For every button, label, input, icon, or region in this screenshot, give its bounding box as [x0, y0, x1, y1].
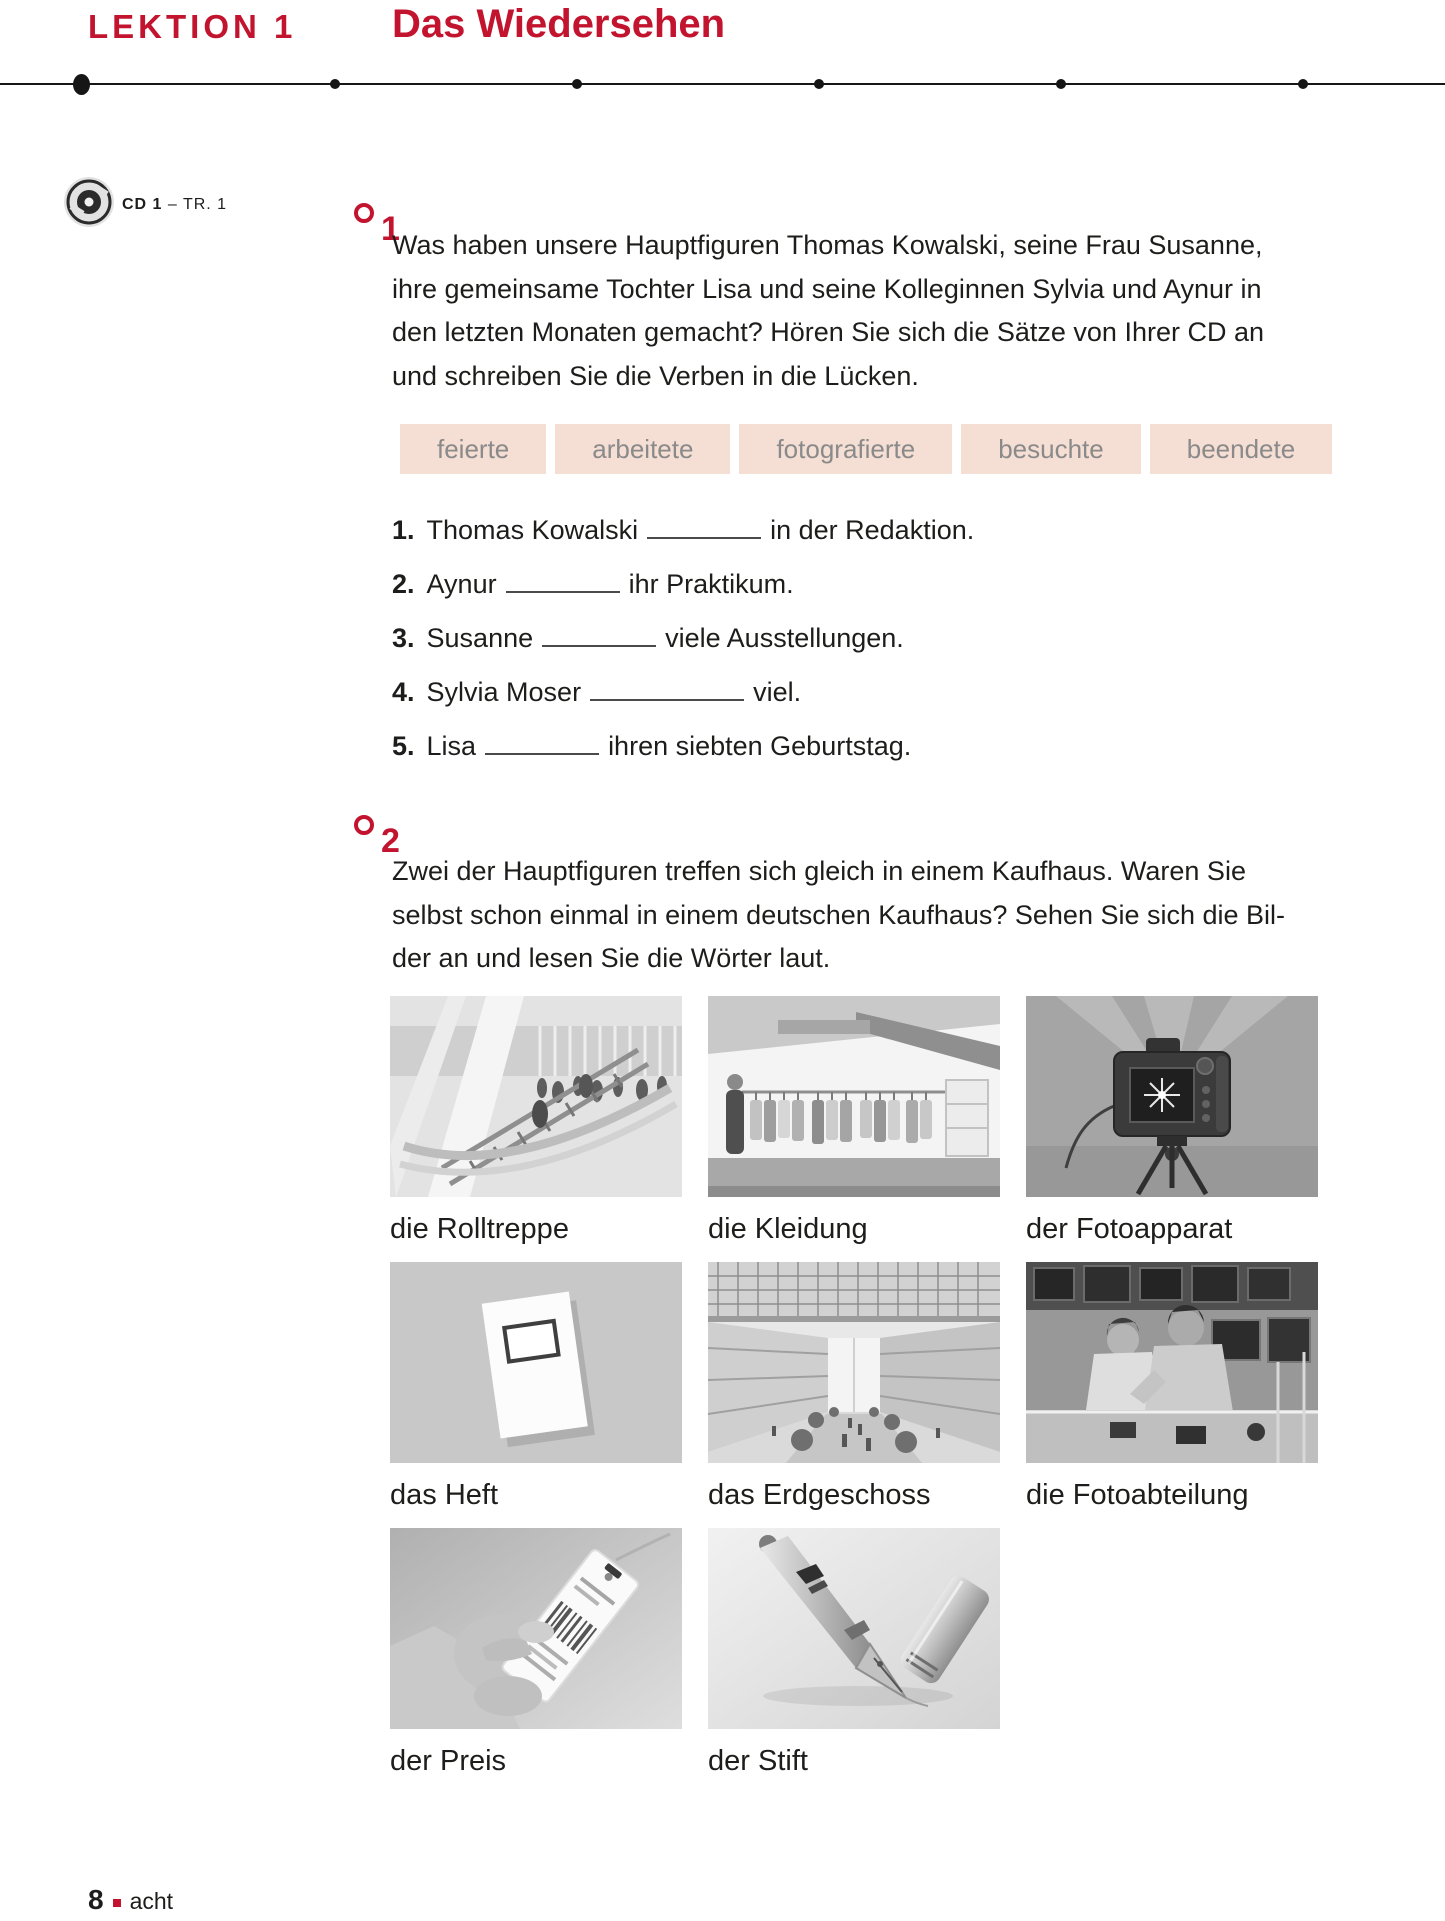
vocab-caption: das Heft: [390, 1479, 498, 1511]
rule-dot-large: [73, 74, 90, 95]
rule-dot: [330, 79, 340, 89]
vocab-card-erdgeschoss: [708, 1262, 1000, 1512]
photo-row-1: [390, 996, 1318, 1246]
rule-dot: [1298, 79, 1308, 89]
vocab-caption: der Stift: [708, 1745, 808, 1777]
notebook-photo: [390, 1262, 682, 1463]
fill-in-sentence: [392, 719, 974, 773]
answer-blank: [506, 591, 620, 593]
exercise2-instructions: [392, 850, 1372, 981]
instruction-line: Zwei der Hauptfiguren treffen sich gleich in einem Kaufhaus. Waren Sie: [392, 856, 1246, 886]
fill-in-sentence: [392, 611, 974, 665]
answer-blank: [542, 645, 656, 647]
vocab-caption: die Rolltreppe: [390, 1213, 569, 1245]
sentence-start: Lisa: [426, 731, 477, 761]
page-number-word: acht: [129, 1888, 174, 1914]
rule-dot: [1056, 79, 1066, 89]
word-bank-item: beendete: [1150, 424, 1332, 474]
vocab-card-stift: [708, 1528, 1000, 1778]
rule-dot: [572, 79, 582, 89]
cd-track-label: [122, 196, 227, 214]
item-number: 4.: [392, 677, 415, 707]
photo-row-3: [390, 1528, 1000, 1778]
camera-photo: [1026, 996, 1318, 1197]
sentence-end: ihren siebten Geburtstag.: [608, 731, 912, 761]
vocab-card-preis: [390, 1528, 682, 1778]
mall-atrium-photo: [708, 1262, 1000, 1463]
word-bank-item: besuchte: [961, 424, 1141, 474]
answer-blank: [647, 537, 761, 539]
price-tag-photo: [390, 1528, 682, 1729]
exercise2-number: 2: [381, 822, 400, 860]
page-footer: [88, 1884, 173, 1916]
item-number: 5.: [392, 731, 415, 761]
item-number: 3.: [392, 623, 415, 653]
answer-blank: [590, 699, 744, 701]
vocab-caption: der Fotoapparat: [1026, 1213, 1233, 1245]
sentence-start: Sylvia Moser: [426, 677, 582, 707]
rule-dot: [814, 79, 824, 89]
cd-number: CD 1: [122, 196, 163, 213]
instruction-line: selbst schon einmal in einem deutschen Kaufhaus? Sehen Sie sich die Bil-: [392, 899, 1286, 930]
sentence-end: viele Ausstellungen.: [665, 623, 904, 653]
vocab-card-fotoabteilung: [1026, 1262, 1318, 1512]
fountain-pen-photo: [708, 1528, 1000, 1729]
sentence-start: Thomas Kowalski: [426, 515, 639, 545]
header-rule: [0, 83, 1445, 85]
sentence-start: Aynur: [426, 569, 497, 599]
cd-icon: [63, 176, 115, 228]
exercise-ring-icon: [354, 815, 374, 835]
word-bank-item: fotografierte: [739, 424, 952, 474]
instruction-line: und schreiben Sie die Verben in die Lücken.: [392, 360, 919, 391]
answer-blank: [485, 753, 599, 755]
item-number: 1.: [392, 515, 415, 545]
vocab-caption: der Preis: [390, 1745, 507, 1777]
sentence-end: in der Redaktion.: [770, 515, 975, 545]
fill-in-sentence: [392, 665, 974, 719]
exercise1-instructions: [392, 224, 1372, 398]
fill-in-list: [392, 503, 974, 773]
fill-in-sentence: [392, 503, 974, 557]
sentence-start: Susanne: [426, 623, 534, 653]
sentence-end: viel.: [753, 677, 802, 707]
instruction-line: den letzten Monaten gemacht? Hören Sie sich die Sätze von Ihrer CD an: [392, 317, 1264, 347]
instruction-line: Was haben unsere Hauptfiguren Thomas Kowalski, seine Frau Susanne,: [392, 230, 1263, 260]
photo-department-photo: [1026, 1262, 1318, 1463]
lesson-label: LEKTION 1: [88, 8, 297, 45]
page-number: 8: [88, 1884, 104, 1915]
vocab-caption: die Fotoabteilung: [1026, 1479, 1249, 1511]
fill-in-sentence: [392, 557, 974, 611]
clothing-store-photo: [708, 996, 1000, 1197]
instruction-line: ihre gemeinsame Tochter Lisa und seine Kolleginnen Sylvia und Aynur in: [392, 273, 1262, 304]
cd-track: – TR. 1: [162, 196, 228, 213]
photo-row-2: [390, 1262, 1318, 1512]
vocab-card-rolltreppe: [390, 996, 682, 1246]
footer-bullet-icon: [113, 1899, 121, 1907]
vocab-card-kleidung: [708, 996, 1000, 1246]
word-bank: [400, 424, 1332, 474]
vocab-caption: das Erdgeschoss: [708, 1479, 931, 1511]
vocab-caption: die Kleidung: [708, 1213, 868, 1245]
sentence-end: ihr Praktikum.: [628, 569, 794, 599]
word-bank-item: feierte: [400, 424, 546, 474]
vocab-card-heft: [390, 1262, 682, 1512]
vocab-card-fotoapparat: [1026, 996, 1318, 1246]
escalator-photo: [390, 996, 682, 1197]
item-number: 2.: [392, 569, 415, 599]
word-bank-item: arbeitete: [555, 424, 730, 474]
exercise1-number: 1: [381, 210, 400, 248]
exercise-ring-icon: [354, 203, 374, 223]
page-title: Das Wiedersehen: [392, 2, 726, 46]
instruction-line: der an und lesen Sie die Wörter laut.: [392, 943, 831, 973]
